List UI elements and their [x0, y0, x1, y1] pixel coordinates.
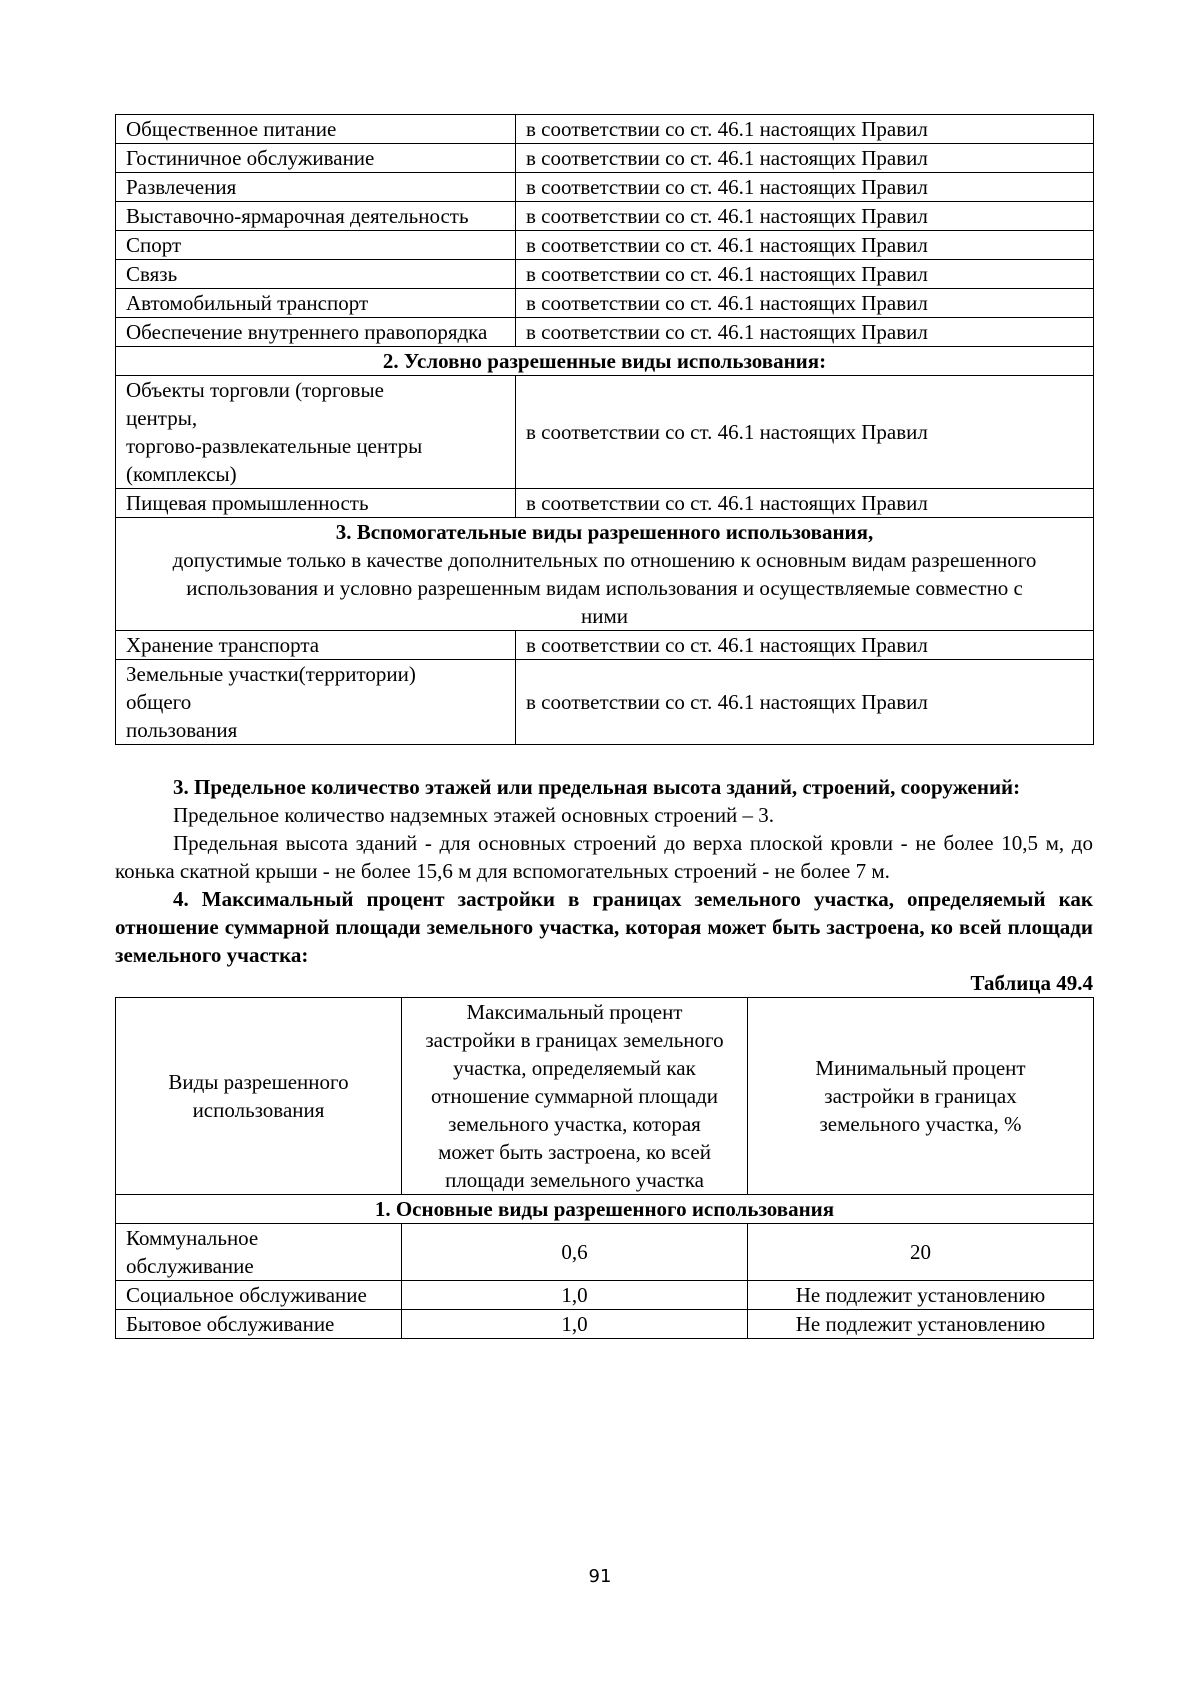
- section-heading-2: 2. Условно разрешенные виды использования:: [116, 347, 1094, 376]
- use-name-line: торгово-развлекательные центры: [126, 434, 423, 458]
- paragraph-floors: Предельное количество надземных этажей основных строений – 3.: [173, 803, 775, 827]
- section-row: [116, 1195, 1094, 1224]
- use-value: в соответствии со ст. 46.1 настоящих Правил: [516, 660, 1094, 745]
- max-percent: 1,0: [402, 1310, 748, 1339]
- heading-floors: 3. Предельное количество этажей или предельная высота зданий, строений, сооружений:: [173, 775, 1021, 799]
- min-percent: 20: [748, 1224, 1094, 1281]
- section-row: [116, 347, 1094, 376]
- use-name: Хранение транспорта: [116, 631, 516, 660]
- table-row: [116, 376, 1094, 489]
- paragraph-height: Предельная высота зданий - для основных строений до верха плоской кровли - не более 10,5 м, до конька скатной крыши - не более 15,6 м для вспомогательных строений - не более 7 м.: [115, 831, 1093, 883]
- use-name-line: центры,: [126, 406, 198, 430]
- use-value: в соответствии со ст. 46.1 настоящих Правил: [516, 202, 1094, 231]
- use-value: в соответствии со ст. 46.1 настоящих Правил: [516, 489, 1094, 518]
- table-row: [116, 1310, 1094, 1339]
- section-heading-3: [116, 518, 1094, 631]
- use-name: Обеспечение внутреннего правопорядка: [116, 318, 516, 347]
- table-row: [116, 289, 1094, 318]
- use-name: Гостиничное обслуживание: [116, 144, 516, 173]
- use-name: [116, 660, 516, 745]
- use-name-line: (комплексы): [126, 462, 237, 486]
- column-header-min: Минимальный процент застройки в границах земельного участка, %: [748, 998, 1094, 1195]
- use-name: Выставочно-ярмарочная деятельность: [116, 202, 516, 231]
- max-percent: 1,0: [402, 1281, 748, 1310]
- use-name: Бытовое обслуживание: [116, 1310, 402, 1339]
- use-name-line: Земельные участки(территории): [126, 662, 416, 686]
- use-value: в соответствии со ст. 46.1 настоящих Правил: [516, 144, 1094, 173]
- use-name: Связь: [116, 260, 516, 289]
- table-row: [116, 631, 1094, 660]
- table-row: [116, 1224, 1094, 1281]
- use-name: [116, 376, 516, 489]
- use-value: в соответствии со ст. 46.1 настоящих Правил: [516, 231, 1094, 260]
- table-row: [116, 260, 1094, 289]
- table-row: [116, 231, 1094, 260]
- use-value: в соответствии со ст. 46.1 настоящих Правил: [516, 631, 1094, 660]
- min-percent: Не подлежит установлению: [748, 1281, 1094, 1310]
- column-header-use: Виды разрешенного использования: [116, 998, 402, 1195]
- section-row: [116, 518, 1094, 631]
- page-number: 91: [588, 1566, 612, 1587]
- table-row: [116, 1281, 1094, 1310]
- use-name: Автомобильный транспорт: [116, 289, 516, 318]
- use-name: Пищевая промышленность: [116, 489, 516, 518]
- section-3-title: 3. Вспомогательные виды разрешенного использования,: [335, 520, 874, 544]
- column-header-max: Максимальный процент застройки в границах земельного участка, определяемый как отношение суммарной площади земельного участка, которая может быть застроена, ко всей площади земельного участка: [402, 998, 748, 1195]
- land-use-table: [115, 114, 1094, 745]
- table-row: [116, 318, 1094, 347]
- use-value: в соответствии со ст. 46.1 настоящих Правил: [516, 376, 1094, 489]
- use-value: в соответствии со ст. 46.1 настоящих Правил: [516, 260, 1094, 289]
- table-row: [116, 173, 1094, 202]
- document-page: [115, 114, 1093, 1339]
- use-value: в соответствии со ст. 46.1 настоящих Правил: [516, 318, 1094, 347]
- use-name: Общественное питание: [116, 115, 516, 144]
- use-name-line: Объекты торговли (торговые: [126, 378, 384, 402]
- section-3-text: допустимые только в качестве дополнительных по отношению к основным видам разрешенного использования и условно разрешенным видам использования и осуществляемые совместно с ними: [172, 548, 1037, 628]
- header-row: [116, 998, 1094, 1195]
- table-row: [116, 489, 1094, 518]
- table-row: [116, 144, 1094, 173]
- table-row: [116, 115, 1094, 144]
- table-row: [116, 202, 1094, 231]
- max-percent: 0,6: [402, 1224, 748, 1281]
- coverage-table: [115, 997, 1094, 1339]
- use-name: Коммунальное обслуживание: [116, 1224, 402, 1281]
- use-name-line: пользования: [126, 718, 238, 742]
- section-heading-1: 1. Основные виды разрешенного использования: [116, 1195, 1094, 1224]
- use-name: Развлечения: [116, 173, 516, 202]
- table-row: [116, 660, 1094, 745]
- use-value: в соответствии со ст. 46.1 настоящих Правил: [516, 289, 1094, 318]
- use-name: Спорт: [116, 231, 516, 260]
- use-name: Социальное обслуживание: [116, 1281, 402, 1310]
- use-name-line: общего: [126, 690, 192, 714]
- table-caption: Таблица 49.4: [970, 971, 1093, 995]
- min-percent: Не подлежит установлению: [748, 1310, 1094, 1339]
- use-value: в соответствии со ст. 46.1 настоящих Правил: [516, 173, 1094, 202]
- use-value: в соответствии со ст. 46.1 настоящих Правил: [516, 115, 1094, 144]
- heading-coverage: 4. Максимальный процент застройки в границах земельного участка, определяемый как отношение суммарной площади земельного участка, которая может быть застроена, ко всей площади земельного участка:: [115, 887, 1093, 967]
